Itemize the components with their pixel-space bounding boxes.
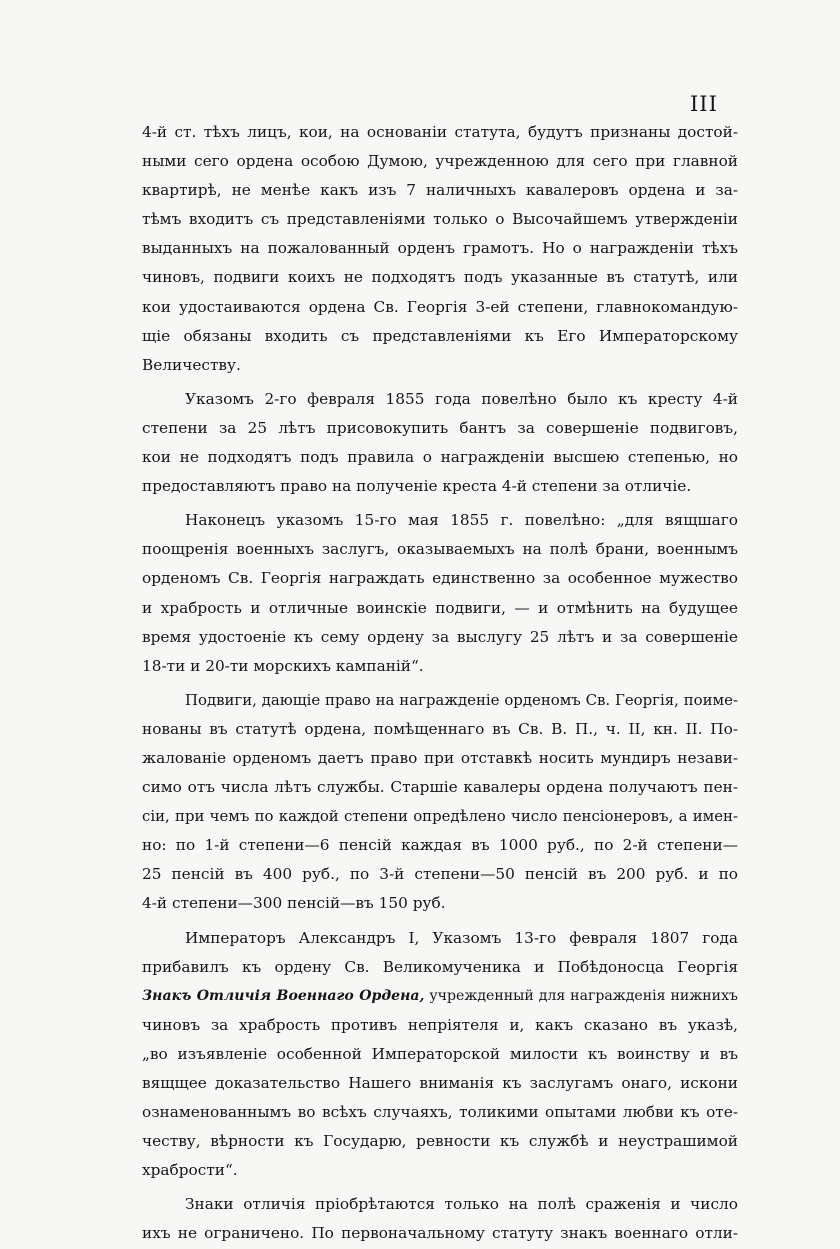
text-line: вящщее доказательство Нашего вниманія къ заслугамъ онаго, искони [142, 1074, 738, 1092]
text-line: сіи, при чемъ по каждой степени опредѣлено число пенсіонеровъ, а имен- [142, 807, 738, 826]
text-line: жалованіе орденомъ даетъ право при отставкѣ носить мундиръ незави- [142, 748, 738, 767]
text-line: предоставляютъ право на полученіе креста 4-й степени за отличіе. [142, 477, 692, 496]
text-line: но: по 1-й степени—6 пенсій каждая въ 1000 руб., по 2-й степени— [142, 836, 738, 855]
text-line: Знаки отличія пріобрѣтаются только на полѣ сраженія и число [185, 1195, 738, 1214]
text-line: время удостоеніе къ сему ордену за выслугу 25 лѣтъ и за совершеніе [142, 627, 738, 646]
text-line-with-emphasis [142, 982, 738, 1011]
text-line: храбрости“. [142, 1161, 238, 1180]
text-line: ознаменованнымъ во всѣхъ случаяхъ, толикими опытами любви къ оте- [142, 1103, 738, 1122]
text-line: 4-й степени—300 пенсій—въ 150 руб. [142, 894, 446, 913]
text-line: квартирѣ, не менѣе какъ изъ 7 наличныхъ кавалеровъ ордена и за- [142, 181, 738, 200]
emphasized-title: Знакъ Отличія Военнаго Ордена, [142, 987, 425, 1004]
text-line: честву, вѣрности къ Государю, ревности къ службѣ и неустрашимой [142, 1132, 738, 1151]
text-line: ными сего ордена особою Думою, учрежденною для сего при главной [142, 152, 738, 171]
text-line: поощренія военныхъ заслугъ, оказываемыхъ на полѣ брани, военнымъ [142, 540, 738, 559]
text-line: прибавилъ къ ордену Св. Великомученика и Побѣдоносца Георгія [142, 957, 738, 976]
text-line: чиновъ за храбрость противъ непріятеля и, какъ сказано въ указѣ, [142, 1015, 738, 1034]
text-line: кои удостаиваются ордена Св. Георгія 3-ей степени, главнокомандую- [142, 297, 738, 316]
text-line: Указомъ 2-го февраля 1855 года повелѣно было къ кресту 4-й [185, 389, 738, 408]
paragraph-4 [142, 686, 738, 919]
text-line: Величеству. [142, 355, 241, 374]
text-line: и храбрость и отличные воинскіе подвиги, — и отмѣнить на будущее [142, 598, 738, 617]
text-line: симо отъ числа лѣтъ службы. Старшіе кавалеры ордена получаютъ пен- [142, 778, 738, 797]
paragraph-1 [142, 118, 738, 380]
text-line: степени за 25 лѣтъ присовокупить бантъ за совершеніе подвиговъ, [142, 418, 738, 437]
text-line: нованы въ статутѣ ордена, помѣщеннаго въ Св. В. П., ч. II, кн. II. По- [142, 719, 738, 738]
text-line: кои не подходятъ подъ правила о награжденіи высшею степенью, но [142, 448, 738, 467]
text-line: 4-й ст. тѣхъ лицъ, кои, на основаніи статута, будутъ признаны достой- [142, 123, 738, 141]
paragraph-6 [142, 1190, 738, 1248]
text-line: Императоръ Александръ I, Указомъ 13-го февраля 1807 года [185, 928, 738, 947]
paragraph-5 [142, 924, 738, 1186]
text-line: „во изъявленіе особенной Императорской милости къ воинству и въ [142, 1044, 738, 1063]
text-line: Подвиги, дающіе право на награжденіе орденомъ Св. Георгія, поиме- [185, 690, 738, 709]
text-line: выданныхъ на пожалованный орденъ грамотъ. Но о награжденіи тѣхъ [142, 239, 738, 258]
paragraph-3 [142, 506, 738, 681]
paragraph-2 [142, 385, 738, 501]
text-line: щіе обязаны входить съ представленіями къ Его Императорскому [142, 326, 738, 345]
text-line: 25 пенсій въ 400 руб., по 3-й степени—50 пенсій въ 200 руб. и по [142, 865, 738, 884]
page-number: III [690, 92, 718, 116]
text-line: орденомъ Св. Георгія награждать единственно за особенное мужество [142, 569, 738, 588]
text-line: ихъ не ограничено. По первоначальному статуту знакъ военнаго отли- [142, 1224, 738, 1243]
text-line: 18-ти и 20-ти морскихъ кампаній“. [142, 656, 424, 675]
text-line: тѣмъ входитъ съ представленіями только о Высочайшемъ утвержденіи [142, 210, 738, 229]
text-fragment: учрежденный для награжденія нижнихъ [424, 987, 738, 1004]
text-line: чиновъ, подвиги коихъ не подходятъ подъ указанные въ статутѣ, или [142, 268, 738, 287]
text-line: Наконецъ указомъ 15-го мая 1855 г. повелѣно: „для вящшаго [185, 511, 738, 530]
body-text [142, 118, 738, 1249]
